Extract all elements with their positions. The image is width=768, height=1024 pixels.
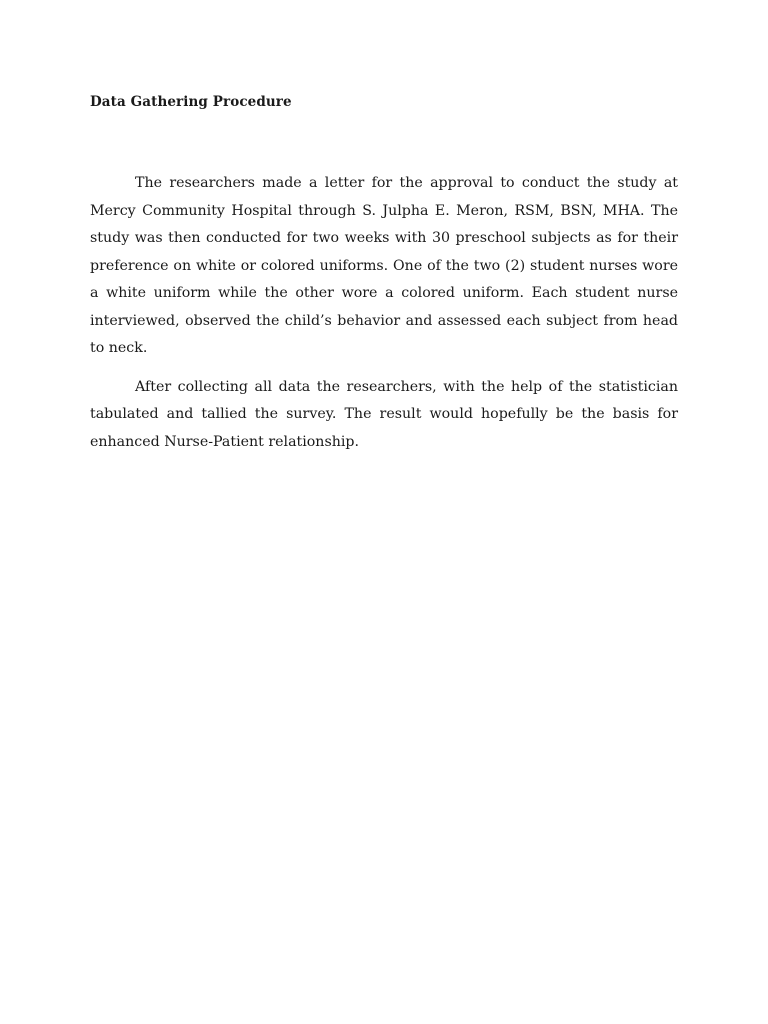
body-paragraph-1: The researchers made a letter for the approval to conduct the study at Mercy Community Hospital through S. Julpha E. Meron, RSM, BSN, MHA. The study was then conducted for two weeks with 30 preschool subjects as for their preference on white or colored uniforms. One of the two (2) student nurses wore a white uniform while the other wore a colored uniform. Each student nurse interviewed, observed the child’s behavior and assessed each subject from head to neck. [90,175,678,356]
section-heading: Data Gathering Procedure [90,94,292,110]
body-paragraph-2: After collecting all data the researchers, with the help of the statistician tabulated and tallied the survey. The result would hopefully be the basis for enhanced Nurse-Patient relationship. [90,378,678,450]
document-page [90,90,678,456]
